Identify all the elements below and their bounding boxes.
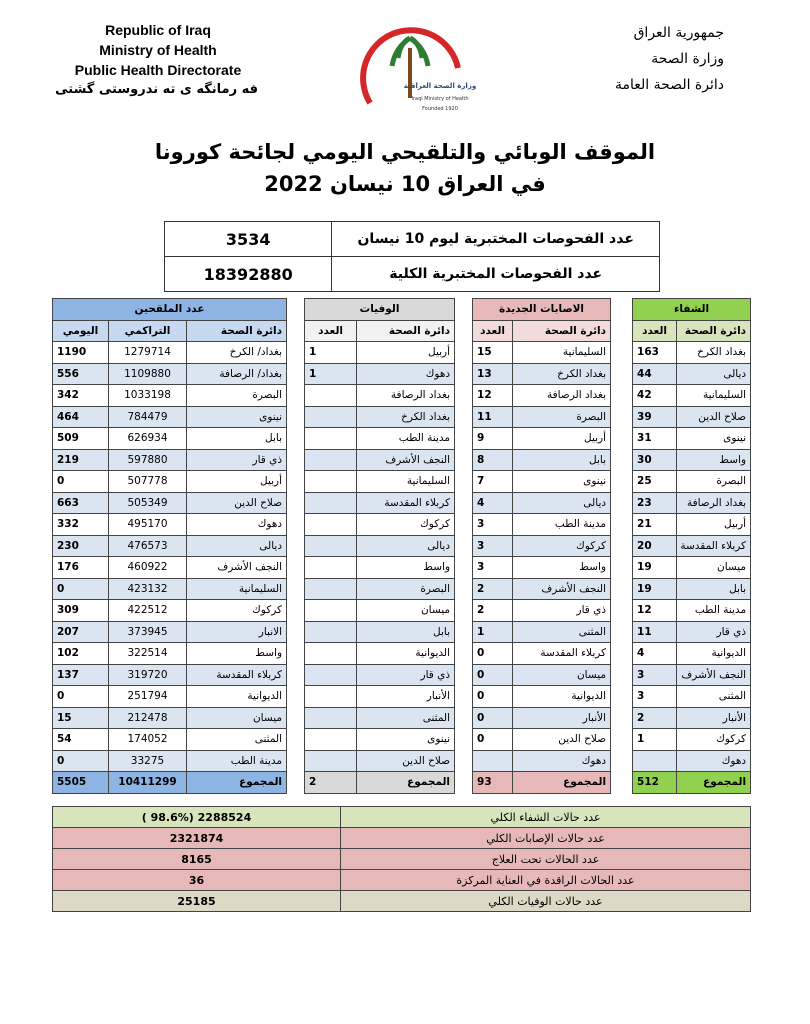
summary-value: 2321874 xyxy=(53,828,341,849)
recovered-directorate: الديوانية xyxy=(677,643,751,665)
vaccinated-directorate: أربيل xyxy=(187,471,287,493)
table-row xyxy=(53,707,751,729)
col-directorate: دائرة الصحة xyxy=(187,320,287,342)
new-cases-count: 13 xyxy=(473,363,513,385)
recovered-directorate: ذي قار xyxy=(677,621,751,643)
recovered-directorate: دهوك xyxy=(677,750,751,772)
deaths-directorate: صلاح الدين xyxy=(357,750,455,772)
tests-daily-label: عدد الفحوصات المختبرية ليوم 10 نيسان xyxy=(332,222,660,257)
recovered-count: 20 xyxy=(633,535,677,557)
new-cases-directorate: ذي قار xyxy=(513,600,611,622)
vaccinated-daily: 556 xyxy=(53,363,109,385)
col-count: العدد xyxy=(633,320,677,342)
new-cases-count: 8 xyxy=(473,449,513,471)
new-cases-count: 0 xyxy=(473,664,513,686)
vaccinated-daily: 309 xyxy=(53,600,109,622)
logo-name-ar: وزارة الصحة العراقية xyxy=(403,82,477,90)
header-ar-line: دائرة الصحة العامة xyxy=(615,77,724,93)
recovered-directorate: بابل xyxy=(677,578,751,600)
deaths-count xyxy=(305,643,357,665)
deaths-count xyxy=(305,492,357,514)
table-row xyxy=(53,449,751,471)
recovered-count: 39 xyxy=(633,406,677,428)
subheader-row xyxy=(53,320,751,342)
table-row xyxy=(53,557,751,579)
vaccinated-daily: 663 xyxy=(53,492,109,514)
new-cases-count: 0 xyxy=(473,686,513,708)
vaccinated-cumulative: 1033198 xyxy=(109,385,187,407)
table-row xyxy=(53,385,751,407)
vaccinated-daily: 0 xyxy=(53,686,109,708)
vaccinated-daily: 137 xyxy=(53,664,109,686)
vaccinated-directorate: المثنى xyxy=(187,729,287,751)
vaccinated-cumulative: 174052 xyxy=(109,729,187,751)
deaths-directorate: الأنبار xyxy=(357,686,455,708)
col-cumulative: التراكمي xyxy=(109,320,187,342)
vaccinated-daily: 332 xyxy=(53,514,109,536)
new-cases-count: 2 xyxy=(473,578,513,600)
vaccinated-directorate: السليمانية xyxy=(187,578,287,600)
vaccinated-directorate: البصرة xyxy=(187,385,287,407)
col-directorate: دائرة الصحة xyxy=(513,320,611,342)
new-cases-directorate: ميسان xyxy=(513,664,611,686)
vaccinated-directorate: الانبار xyxy=(187,621,287,643)
deaths-count xyxy=(305,449,357,471)
new-cases-count: 0 xyxy=(473,643,513,665)
deaths-count xyxy=(305,578,357,600)
table-row xyxy=(53,514,751,536)
logo-founded: Founded 1920 xyxy=(422,106,458,112)
new-cases-directorate: الديوانية xyxy=(513,686,611,708)
summary-label: عدد الحالات الراقدة في العناية المركزة xyxy=(341,870,751,891)
vaccinated-daily: 0 xyxy=(53,471,109,493)
new-cases-directorate: المثنى xyxy=(513,621,611,643)
recovered-count xyxy=(633,750,677,772)
vaccinated-cumulative: 597880 xyxy=(109,449,187,471)
vaccinated-directorate: كركوك xyxy=(187,600,287,622)
deaths-directorate: بغداد الكرخ xyxy=(357,406,455,428)
summary-label: عدد حالات الإصابات الكلي xyxy=(341,828,751,849)
recovered-count: 4 xyxy=(633,643,677,665)
total-label: المجموع xyxy=(187,772,287,794)
new-cases-directorate: دهوك xyxy=(513,750,611,772)
recovered-directorate: ديالى xyxy=(677,363,751,385)
totals-row xyxy=(53,772,751,794)
recovered-count: 31 xyxy=(633,428,677,450)
deaths-directorate: ذي قار xyxy=(357,664,455,686)
col-count: العدد xyxy=(305,320,357,342)
deaths-directorate: ميسان xyxy=(357,600,455,622)
summary-row xyxy=(53,849,751,870)
recovered-count: 1 xyxy=(633,729,677,751)
deaths-count xyxy=(305,729,357,751)
header-ar-line: جمهورية العراق xyxy=(633,25,724,41)
total-vaccinated-daily: 5505 xyxy=(53,772,109,794)
recovered-directorate: بغداد الرصافة xyxy=(677,492,751,514)
deaths-directorate: كركوك xyxy=(357,514,455,536)
new-cases-count: 0 xyxy=(473,729,513,751)
header-kurdish-line: فه رمانگه ى ته ندروستى گشتى xyxy=(55,82,258,97)
tests-total-value: 18392880 xyxy=(165,257,332,292)
new-cases-count: 11 xyxy=(473,406,513,428)
deaths-count xyxy=(305,535,357,557)
table-row xyxy=(53,535,751,557)
tests-table xyxy=(164,221,660,292)
deaths-directorate: دهوك xyxy=(357,363,455,385)
recovered-count: 21 xyxy=(633,514,677,536)
total-label: المجموع xyxy=(677,772,751,794)
deaths-count xyxy=(305,471,357,493)
deaths-count xyxy=(305,406,357,428)
summary-row xyxy=(53,828,751,849)
vaccinated-cumulative: 626934 xyxy=(109,428,187,450)
table-row xyxy=(53,729,751,751)
summary-table xyxy=(52,806,751,912)
section-vaccinated: عدد الملقحين xyxy=(53,299,287,321)
new-cases-directorate: كربلاء المقدسة xyxy=(513,643,611,665)
recovered-directorate: السليمانية xyxy=(677,385,751,407)
vaccinated-daily: 207 xyxy=(53,621,109,643)
new-cases-count: 1 xyxy=(473,621,513,643)
new-cases-directorate: السليمانية xyxy=(513,342,611,364)
deaths-directorate: السليمانية xyxy=(357,471,455,493)
recovered-directorate: ميسان xyxy=(677,557,751,579)
vaccinated-directorate: بغداد/ الرصافة xyxy=(187,363,287,385)
deaths-count xyxy=(305,385,357,407)
recovered-directorate: أربيل xyxy=(677,514,751,536)
vaccinated-daily: 1190 xyxy=(53,342,109,364)
vaccinated-cumulative: 784479 xyxy=(109,406,187,428)
summary-value: 8165 xyxy=(53,849,341,870)
vaccinated-cumulative: 422512 xyxy=(109,600,187,622)
deaths-directorate: أربيل xyxy=(357,342,455,364)
deaths-directorate: نينوى xyxy=(357,729,455,751)
deaths-count: 1 xyxy=(305,342,357,364)
vaccinated-cumulative: 507778 xyxy=(109,471,187,493)
col-count: العدد xyxy=(473,320,513,342)
recovered-count: 23 xyxy=(633,492,677,514)
vaccinated-daily: 342 xyxy=(53,385,109,407)
recovered-count: 12 xyxy=(633,600,677,622)
new-cases-directorate: البصرة xyxy=(513,406,611,428)
new-cases-directorate: بغداد الرصافة xyxy=(513,385,611,407)
vaccinated-cumulative: 505349 xyxy=(109,492,187,514)
table-row xyxy=(53,428,751,450)
page-subtitle: في العراق 10 نيسان 2022 xyxy=(264,172,546,196)
recovered-count: 163 xyxy=(633,342,677,364)
summary-value: ( 98.6%) 2288524 xyxy=(53,807,341,828)
col-directorate: دائرة الصحة xyxy=(677,320,751,342)
recovered-count: 19 xyxy=(633,578,677,600)
col-directorate: دائرة الصحة xyxy=(357,320,455,342)
recovered-directorate: النجف الأشرف xyxy=(677,664,751,686)
total-recovered: 512 xyxy=(633,772,677,794)
vaccinated-daily: 102 xyxy=(53,643,109,665)
recovered-directorate: المثنى xyxy=(677,686,751,708)
vaccinated-cumulative: 495170 xyxy=(109,514,187,536)
vaccinated-directorate: نينوى xyxy=(187,406,287,428)
recovered-count: 3 xyxy=(633,664,677,686)
deaths-count xyxy=(305,750,357,772)
new-cases-count: 12 xyxy=(473,385,513,407)
vaccinated-cumulative: 460922 xyxy=(109,557,187,579)
tests-total-label: عدد الفحوصات المختبرية الكلية xyxy=(332,257,660,292)
vaccinated-cumulative: 1109880 xyxy=(109,363,187,385)
deaths-count: 1 xyxy=(305,363,357,385)
section-header-row xyxy=(53,299,751,321)
vaccinated-daily: 230 xyxy=(53,535,109,557)
table-row xyxy=(53,600,751,622)
new-cases-directorate: الأنبار xyxy=(513,707,611,729)
recovered-directorate: مدينة الطب xyxy=(677,600,751,622)
deaths-directorate: المثنى xyxy=(357,707,455,729)
deaths-count xyxy=(305,621,357,643)
new-cases-directorate: مدينة الطب xyxy=(513,514,611,536)
new-cases-directorate: واسط xyxy=(513,557,611,579)
vaccinated-cumulative: 1279714 xyxy=(109,342,187,364)
new-cases-count: 2 xyxy=(473,600,513,622)
new-cases-directorate: بغداد الكرخ xyxy=(513,363,611,385)
vaccinated-cumulative: 476573 xyxy=(109,535,187,557)
vaccinated-directorate: ذي قار xyxy=(187,449,287,471)
covid-stats-table xyxy=(52,298,751,794)
col-daily: اليومي xyxy=(53,320,109,342)
total-label: المجموع xyxy=(513,772,611,794)
table-row xyxy=(53,664,751,686)
recovered-directorate: كربلاء المقدسة xyxy=(677,535,751,557)
logo-name-en: Iraqi Ministry of Health xyxy=(411,96,469,102)
vaccinated-cumulative: 251794 xyxy=(109,686,187,708)
deaths-count xyxy=(305,600,357,622)
vaccinated-cumulative: 322514 xyxy=(109,643,187,665)
section-new-cases: الاصابات الجديدة xyxy=(473,299,611,321)
deaths-directorate: البصرة xyxy=(357,578,455,600)
recovered-directorate: بغداد الكرخ xyxy=(677,342,751,364)
vaccinated-directorate: واسط xyxy=(187,643,287,665)
vaccinated-daily: 176 xyxy=(53,557,109,579)
recovered-directorate: الأنبار xyxy=(677,707,751,729)
recovered-count: 30 xyxy=(633,449,677,471)
tests-daily-row xyxy=(165,222,660,257)
tests-total-row xyxy=(165,257,660,292)
header-en-line: Ministry of Health xyxy=(99,42,217,58)
header-ar-line: وزارة الصحة xyxy=(651,51,724,67)
vaccinated-directorate: ديالى xyxy=(187,535,287,557)
recovered-count: 2 xyxy=(633,707,677,729)
vaccinated-directorate: الديوانية xyxy=(187,686,287,708)
table-row xyxy=(53,750,751,772)
section-recovered: الشفاء xyxy=(633,299,751,321)
vaccinated-directorate: النجف الأشرف xyxy=(187,557,287,579)
new-cases-directorate: النجف الأشرف xyxy=(513,578,611,600)
deaths-count xyxy=(305,514,357,536)
vaccinated-cumulative: 373945 xyxy=(109,621,187,643)
new-cases-count: 0 xyxy=(473,707,513,729)
new-cases-count: 3 xyxy=(473,535,513,557)
summary-value: 36 xyxy=(53,870,341,891)
vaccinated-cumulative: 212478 xyxy=(109,707,187,729)
summary-label: عدد حالات الوفيات الكلي xyxy=(341,891,751,912)
vaccinated-daily: 464 xyxy=(53,406,109,428)
total-label: المجموع xyxy=(357,772,455,794)
new-cases-directorate: ديالى xyxy=(513,492,611,514)
table-row xyxy=(53,471,751,493)
recovered-count: 11 xyxy=(633,621,677,643)
recovered-count: 44 xyxy=(633,363,677,385)
new-cases-directorate: كركوك xyxy=(513,535,611,557)
header-en-line: Public Health Directorate xyxy=(74,62,242,78)
deaths-count xyxy=(305,707,357,729)
new-cases-count: 3 xyxy=(473,557,513,579)
deaths-directorate: مدينة الطب xyxy=(357,428,455,450)
vaccinated-directorate: ميسان xyxy=(187,707,287,729)
section-deaths: الوفيات xyxy=(305,299,455,321)
new-cases-directorate: نينوى xyxy=(513,471,611,493)
vaccinated-directorate: صلاح الدين xyxy=(187,492,287,514)
vaccinated-daily: 15 xyxy=(53,707,109,729)
deaths-count xyxy=(305,557,357,579)
vaccinated-daily: 0 xyxy=(53,578,109,600)
summary-row xyxy=(53,870,751,891)
deaths-count xyxy=(305,428,357,450)
vaccinated-directorate: بابل xyxy=(187,428,287,450)
new-cases-count: 4 xyxy=(473,492,513,514)
recovered-count: 42 xyxy=(633,385,677,407)
recovered-directorate: كركوك xyxy=(677,729,751,751)
new-cases-count: 15 xyxy=(473,342,513,364)
deaths-directorate: كربلاء المقدسة xyxy=(357,492,455,514)
total-vaccinated-cumulative: 10411299 xyxy=(109,772,187,794)
deaths-count xyxy=(305,664,357,686)
vaccinated-directorate: مدينة الطب xyxy=(187,750,287,772)
new-cases-count: 9 xyxy=(473,428,513,450)
recovered-count: 3 xyxy=(633,686,677,708)
vaccinated-cumulative: 319720 xyxy=(109,664,187,686)
total-deaths: 2 xyxy=(305,772,357,794)
vaccinated-daily: 509 xyxy=(53,428,109,450)
total-new-cases: 93 xyxy=(473,772,513,794)
deaths-directorate: بغداد الرصافة xyxy=(357,385,455,407)
deaths-directorate: النجف الأشرف xyxy=(357,449,455,471)
summary-value: 25185 xyxy=(53,891,341,912)
table-row xyxy=(53,342,751,364)
new-cases-count: 3 xyxy=(473,514,513,536)
ministry-logo xyxy=(340,8,480,123)
recovered-directorate: واسط xyxy=(677,449,751,471)
vaccinated-daily: 54 xyxy=(53,729,109,751)
table-row xyxy=(53,686,751,708)
table-row xyxy=(53,578,751,600)
deaths-directorate: بابل xyxy=(357,621,455,643)
new-cases-count xyxy=(473,750,513,772)
tests-daily-value: 3534 xyxy=(165,222,332,257)
vaccinated-directorate: بغداد/ الكرخ xyxy=(187,342,287,364)
table-row xyxy=(53,643,751,665)
vaccinated-cumulative: 423132 xyxy=(109,578,187,600)
table-row xyxy=(53,363,751,385)
recovered-directorate: صلاح الدين xyxy=(677,406,751,428)
summary-row xyxy=(53,807,751,828)
new-cases-count: 7 xyxy=(473,471,513,493)
deaths-directorate: واسط xyxy=(357,557,455,579)
summary-label: عدد الحالات تحت العلاج xyxy=(341,849,751,870)
summary-label: عدد حالات الشفاء الكلي xyxy=(341,807,751,828)
recovered-count: 19 xyxy=(633,557,677,579)
deaths-directorate: الديوانية xyxy=(357,643,455,665)
recovered-count: 25 xyxy=(633,471,677,493)
header-arabic xyxy=(574,20,724,98)
recovered-directorate: البصرة xyxy=(677,471,751,493)
header-en-line: Republic of Iraq xyxy=(105,22,211,38)
vaccinated-cumulative: 33275 xyxy=(109,750,187,772)
vaccinated-daily: 0 xyxy=(53,750,109,772)
table-row xyxy=(53,492,751,514)
table-row xyxy=(53,406,751,428)
new-cases-directorate: أربيل xyxy=(513,428,611,450)
new-cases-directorate: بابل xyxy=(513,449,611,471)
header-english xyxy=(55,20,258,100)
page-title: الموقف الوبائي والتلقيحي اليومي لجائحة كورونا xyxy=(154,140,656,164)
deaths-directorate: ديالى xyxy=(357,535,455,557)
table-row xyxy=(53,621,751,643)
vaccinated-directorate: كربلاء المقدسة xyxy=(187,664,287,686)
deaths-count xyxy=(305,686,357,708)
vaccinated-directorate: دهوك xyxy=(187,514,287,536)
recovered-directorate: نينوى xyxy=(677,428,751,450)
summary-row xyxy=(53,891,751,912)
vaccinated-daily: 219 xyxy=(53,449,109,471)
new-cases-directorate: صلاح الدين xyxy=(513,729,611,751)
